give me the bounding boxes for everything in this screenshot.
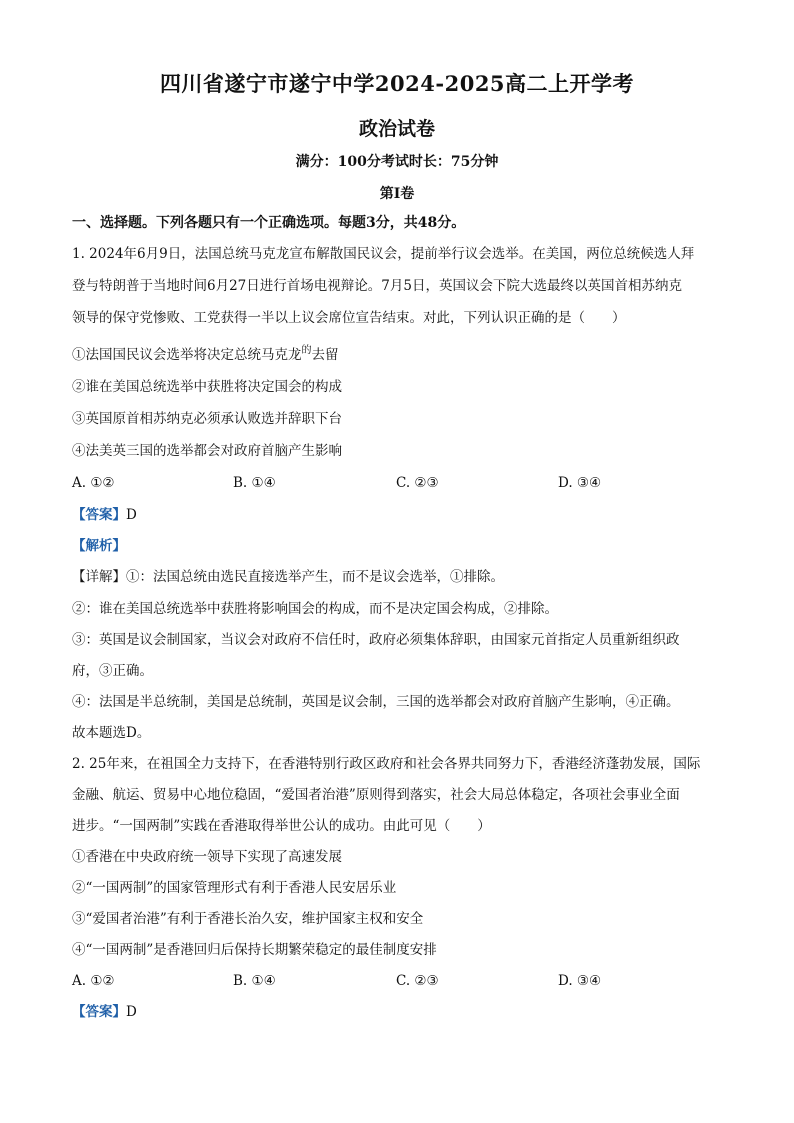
q1-statement-1-sup: 的 xyxy=(301,345,312,356)
q2-option-d[interactable]: D. ③④ xyxy=(558,973,602,989)
q1-detail-text-1: ①：法国总统由选民直接选举产生，而不是议会选举，①排除。 xyxy=(126,569,504,585)
q2-stem-line-2: 金融、航运、贸易中心地位稳固，“爱国者治港”原则得到落实，社会大局总体稳定，各项社会事业全面 xyxy=(72,787,680,803)
q2-options xyxy=(72,972,732,990)
exam-info: 满分：100分考试时长：75分钟 xyxy=(295,154,499,170)
q1-option-d[interactable]: D. ③④ xyxy=(558,475,602,491)
q1-stem-line-2: 登与特朗普于当地时间6月27日进行首场电视辩论。7月5日，英国议会下院大选最终以英国首相苏纳克 xyxy=(72,278,682,294)
q1-statement-1-post: 去留 xyxy=(311,347,339,363)
q1-option-b[interactable]: B. ①④ xyxy=(233,475,276,491)
q1-detail-line-1 xyxy=(72,568,732,586)
q2-option-b[interactable]: B. ①④ xyxy=(233,973,276,989)
section-heading: 一、选择题。下列各题只有一个正确选项。每题3分，共48分。 xyxy=(72,215,466,231)
q2-statement-2: ②“一国两制”的国家管理形式有利于香港人民安居乐业 xyxy=(72,880,397,896)
q1-option-a[interactable]: A. ①② xyxy=(72,475,115,491)
q1-detail-line-5: ④：法国是半总统制，美国是总统制，英国是议会制，三国的选举都会对政府首脑产生影响，④正确。 xyxy=(72,694,680,710)
q2-stem-line-1: 2. 25年来，在祖国全力支持下，在香港特别行政区政府和社会各界共同努力下，香港经济蓬勃发展，国际 xyxy=(72,756,701,772)
q1-detail-line-4: 府，③正确。 xyxy=(72,663,153,679)
q1-statement-3: ③英国原首相苏纳克必须承认败选并辞职下台 xyxy=(72,411,342,427)
q2-stem-line-3: 进步。“一国两制”实践在香港取得举世公认的成功。由此可见（ ） xyxy=(72,818,491,834)
q2-statement-4: ④“一国两制”是香港回归后保持长期繁荣稳定的最佳制度安排 xyxy=(72,942,437,958)
q1-statement-1-pre: ①法国国民议会选举将决定总统马克龙 xyxy=(72,347,302,363)
q1-options xyxy=(72,474,732,492)
q1-statement-1 xyxy=(72,346,732,366)
q2-answer-value: D xyxy=(126,1004,137,1020)
q1-answer-value: D xyxy=(126,507,137,523)
q2-answer xyxy=(72,1003,732,1021)
volume-label: 第Ⅰ卷 xyxy=(379,186,415,202)
q1-analysis-tag: 【解析】 xyxy=(72,538,126,554)
q2-statement-1: ①香港在中央政府统一领导下实现了高速发展 xyxy=(72,849,342,865)
q1-detail-line-6: 故本题选D。 xyxy=(72,725,151,741)
q1-statement-2: ②谁在美国总统选举中获胜将决定国会的构成 xyxy=(72,379,342,395)
q1-answer xyxy=(72,506,732,524)
q1-detail-tag: 【详解】 xyxy=(72,569,126,585)
q2-option-c[interactable]: C. ②③ xyxy=(396,973,439,989)
q1-answer-tag: 【答案】 xyxy=(72,507,126,523)
q2-statement-3: ③“爱国者治港”有利于香港长治久安，维护国家主权和安全 xyxy=(72,911,424,927)
q1-stem-line-3: 领导的保守党惨败、工党获得一半以上议会席位宣告结束。对此，下列认识正确的是（ ） xyxy=(72,310,626,326)
q2-answer-tag: 【答案】 xyxy=(72,1004,126,1020)
q1-statement-4: ④法美英三国的选举都会对政府首脑产生影响 xyxy=(72,443,342,459)
q2-option-a[interactable]: A. ①② xyxy=(72,973,115,989)
q1-detail-line-2: ②：谁在美国总统选举中获胜将影响国会的构成，而不是决定国会构成，②排除。 xyxy=(72,601,558,617)
q1-analysis xyxy=(72,537,732,555)
q1-detail-line-3: ③：英国是议会制国家，当议会对政府不信任时，政府必须集体辞职，由国家元首指定人员重新组织政 xyxy=(72,632,680,648)
exam-title: 四川省遂宁市遂宁中学2024-2025高二上开学考 xyxy=(159,71,635,96)
exam-subtitle: 政治试卷 xyxy=(358,118,435,140)
q1-stem-line-1: 1. 2024年6月9日，法国总统马克龙宣布解散国民议会，提前举行议会选举。在美国，两位总统候选人拜 xyxy=(72,246,695,262)
q1-option-c[interactable]: C. ②③ xyxy=(396,475,439,491)
